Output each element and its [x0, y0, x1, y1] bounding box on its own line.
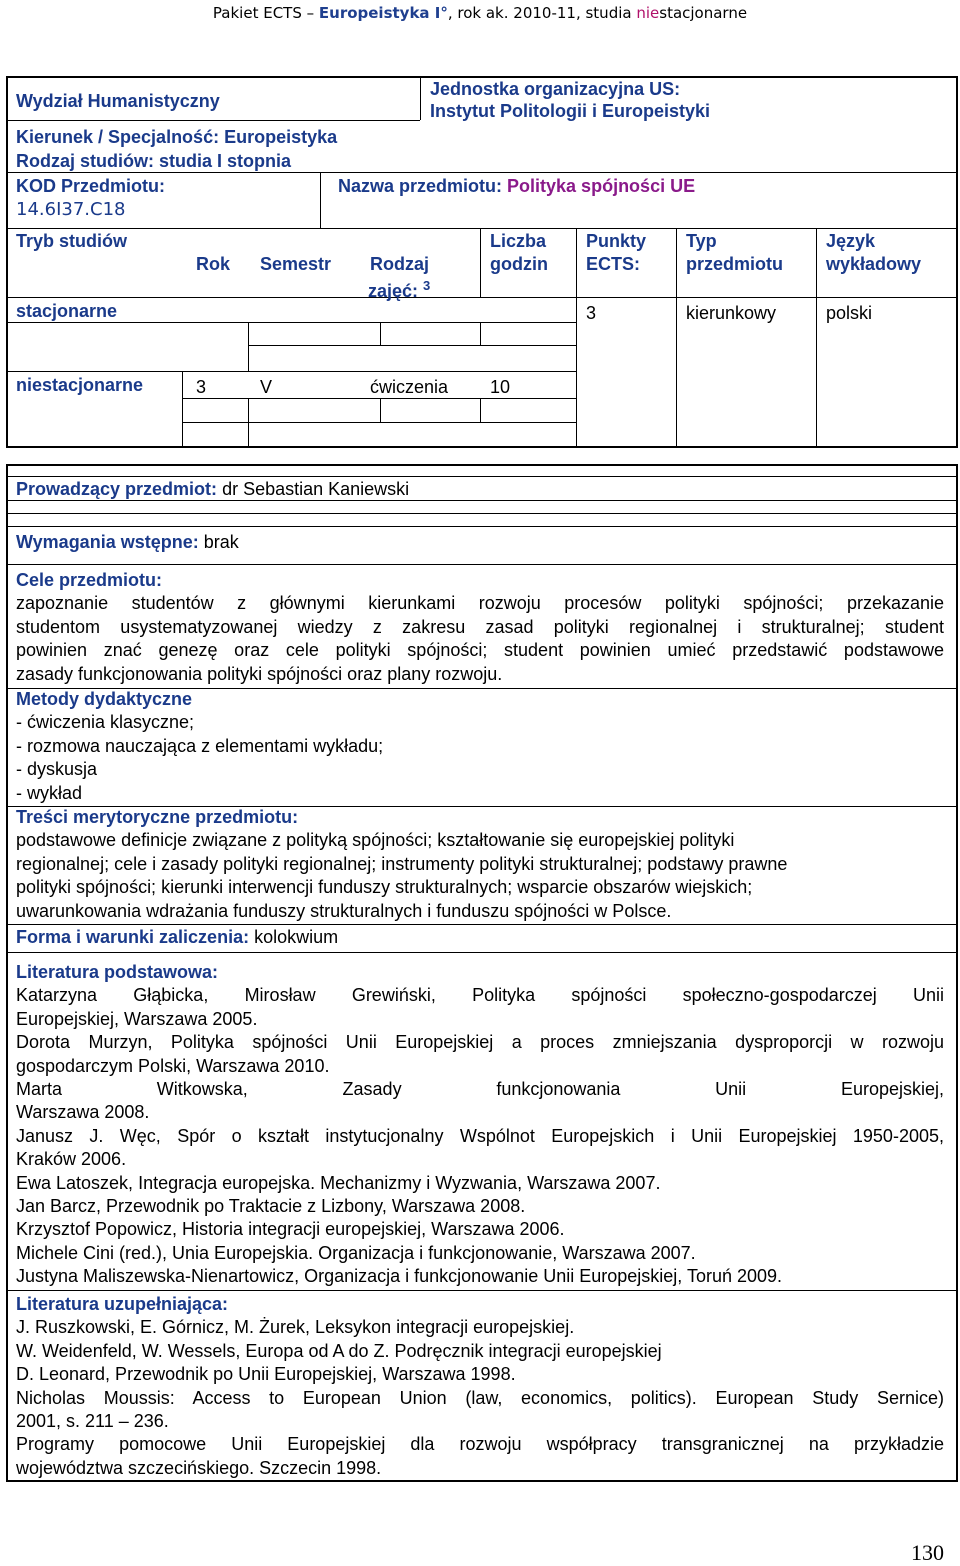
content-label: Treści merytoryczne przedmiotu:	[16, 807, 299, 827]
method-item: - wykład	[16, 782, 83, 803]
requirements	[16, 531, 239, 553]
content-line: polityki spójności; kierunki interwencji funduszy strukturalnych; wsparcie obszarów wiejskich;	[16, 877, 753, 898]
content-line: uwarunkowania wdrażania funduszy strukturalnych i funduszu spójności w Polsce.	[16, 900, 672, 921]
goals-section	[16, 569, 944, 686]
method-item: - rozmowa nauczająca z elementami wykładu;	[16, 735, 384, 756]
course-code: 14.6I37.C18	[16, 199, 126, 220]
language-value: polski	[826, 303, 873, 323]
goals-line: powinien znać genezę oraz cele polityki spójności; student powinien umieć przedstawić podstawowe	[16, 640, 944, 661]
requirements-value: brak	[203, 532, 239, 552]
page-number: 130	[911, 1540, 944, 1565]
extra-literature-entry-line: 2001, s. 211 – 236.	[16, 1411, 169, 1432]
literature-entry-line: Ewa Latoszek, Integracja europejska. Mechanizmy i Wyzwania, Warszawa 2007.	[16, 1172, 661, 1193]
methods-section	[16, 688, 944, 805]
content-line: regionalnej; cele i zasady polityki regionalnej; instrumenty polityki strukturalnej; podstawy prawne	[16, 853, 788, 874]
literature-entry-line: Katarzyna Głąbicka, Mirosław Grewiński, Polityka spójności społeczno-gospodarczej Unii	[16, 985, 944, 1006]
extra-literature-entry-line: D. Leonard, Przewodnik po Unii Europejskiej, Warszawa 1998.	[16, 1364, 516, 1385]
literature-entry-line: gospodarczym Polski, Warszawa 2010.	[16, 1055, 330, 1076]
part-time-year: 3	[196, 377, 207, 397]
col-kind-header-2-text: zajęć:	[368, 281, 419, 301]
lecturer	[16, 478, 409, 500]
faculty: Wydział Humanistyczny	[16, 91, 220, 111]
course-name-value: Polityka spójności UE	[507, 176, 696, 196]
course-name	[338, 175, 695, 197]
col-hours-header: Liczba	[490, 231, 547, 251]
content-line: podstawowe definicje związane z polityką spójności; kształtowanie się europejskiej polityki	[16, 830, 735, 851]
col-lang-header: Język	[826, 231, 876, 251]
goals-label: Cele przedmiotu:	[16, 570, 163, 590]
core-literature-label: Literatura podstawowa:	[16, 962, 219, 982]
col-ects-header-2: ECTS:	[586, 254, 640, 274]
requirements-label: Wymagania wstępne:	[16, 532, 199, 552]
col-semester-header: Semestr	[260, 254, 332, 274]
literature-entry-line: Marta Witkowska, Zasady funkcjonowania Unii Europejskiej,	[16, 1079, 944, 1100]
direction: Kierunek / Specjalność: Europeistyka	[16, 127, 338, 147]
assessment	[16, 926, 338, 948]
row-part-time-mode: niestacjonarne	[16, 375, 144, 395]
extra-literature-entry-line: J. Ruszkowski, E. Górnicz, M. Żurek, Leksykon integracji europejskiej.	[16, 1317, 575, 1338]
method-item: - dyskusja	[16, 759, 98, 780]
literature-entry-line: Janusz J. Węc, Spór o kształt instytucjonalny Wspólnot Europejskich i Unii Europejskiej 1950-2005,	[16, 1125, 944, 1146]
extra-literature-entry-line: Nicholas Moussis: Access to European Union (law, economics, politics). European Study Sernice)	[16, 1387, 944, 1408]
header-program: Europeistyka I°	[318, 4, 448, 22]
col-type-header-2: przedmiotu	[686, 254, 783, 274]
part-time-class-kind: ćwiczenia	[370, 377, 449, 397]
goals-line: zasady funkcjonowania polityki spójności oraz plany rozwoju.	[16, 663, 503, 684]
extra-literature-entry-line: województwa szczecińskiego. Szczecin 1998.	[16, 1457, 382, 1478]
assessment-value: kolokwium	[254, 927, 339, 947]
extra-literature-list	[16, 1316, 944, 1480]
extra-literature-entry-line: Programy pomocowe Unii Europejskiej dla rozwoju współpracy transgranicznej na przykładzie	[16, 1434, 944, 1455]
extra-literature-label: Literatura uzupełniająca:	[16, 1294, 229, 1314]
literature-entry-line: Warszawa 2008.	[16, 1102, 150, 1123]
methods-label: Metody dydaktyczne	[16, 689, 193, 709]
assessment-label: Forma i warunki zaliczenia:	[16, 927, 250, 947]
course-type-value: kierunkowy	[686, 303, 777, 323]
literature-entry-line: Michele Cini (red.), Unia Europejskia. Organizacja i funkcjonowanie, Warszawa 2007.	[16, 1242, 696, 1263]
lecturer-label: Prowadzący przedmiot:	[16, 479, 218, 499]
extra-literature-section	[16, 1293, 944, 1480]
core-literature-list	[16, 984, 944, 1288]
literature-entry-line: Kraków 2006.	[16, 1149, 127, 1170]
literature-entry-line: Europejskiej, Warszawa 2005.	[16, 1008, 258, 1029]
course-name-label: Nazwa przedmiotu:	[338, 176, 503, 196]
literature-entry-line: Jan Barcz, Przewodnik po Traktacie z Lizbony, Warszawa 2008.	[16, 1196, 526, 1217]
col-ects-header: Punkty	[586, 231, 647, 251]
literature-entry-line: Dorota Murzyn, Polityka spójności Unii Europejskiej a proces zmniejszania dysproporcji w rozwoju	[16, 1032, 944, 1053]
header-prefix: Pakiet ECTS –	[212, 4, 319, 22]
col-kind-header: Rodzaj	[370, 254, 430, 274]
col-hours-header-2: godzin	[490, 254, 548, 274]
study-type: Rodzaj studiów: studia I stopnia	[16, 151, 292, 171]
core-literature-section	[16, 961, 944, 1289]
unit-name: Instytut Politologii i Europeistyki	[430, 101, 711, 121]
goals-line: zapoznanie studentów z głównymi kierunkami rozwoju procesów polityki spójności; przekazanie	[16, 593, 944, 614]
literature-entry-line: Krzysztof Popowicz, Historia integracji europejskiej, Warszawa 2006.	[16, 1219, 565, 1240]
part-time-semester: V	[260, 377, 273, 397]
header-mode-prefix: nie	[636, 4, 660, 22]
content-section	[16, 806, 944, 923]
literature-entry-line: Justyna Maliszewska-Nienartowicz, Organizacja i funkcjonowanie Unii Europejskiej, Toruń 2009.	[16, 1266, 783, 1287]
col-mode-header: Tryb studiów	[16, 231, 128, 251]
goals-line: studentom usystematyzowanej wiedzy z zakresu zasad polityki regionalnej i strukturalnej; student	[16, 616, 944, 637]
method-item: - ćwiczenia klasyczne;	[16, 712, 195, 733]
header-mode: stacjonarne	[659, 4, 748, 22]
part-time-hours: 10	[490, 377, 511, 397]
running-header	[0, 4, 960, 22]
col-type-header: Typ	[686, 231, 717, 251]
ects-value: 3	[586, 303, 597, 323]
header-year: , rok ak. 2010-11, studia	[447, 4, 637, 22]
unit-label: Jednostka organizacyjna US:	[430, 79, 681, 99]
code-label: KOD Przedmiotu:	[16, 176, 166, 196]
footnote-marker: 3	[423, 278, 431, 293]
col-kind-header-2	[368, 275, 430, 302]
col-lang-header-2: wykładowy	[826, 254, 922, 274]
col-year-header: Rok	[196, 254, 231, 274]
extra-literature-entry-line: W. Weidenfeld, W. Wessels, Europa od A do Z. Podręcznik integracji europejskiej	[16, 1340, 662, 1361]
row-full-time-mode: stacjonarne	[16, 301, 118, 321]
lecturer-value: dr Sebastian Kaniewski	[222, 479, 410, 499]
